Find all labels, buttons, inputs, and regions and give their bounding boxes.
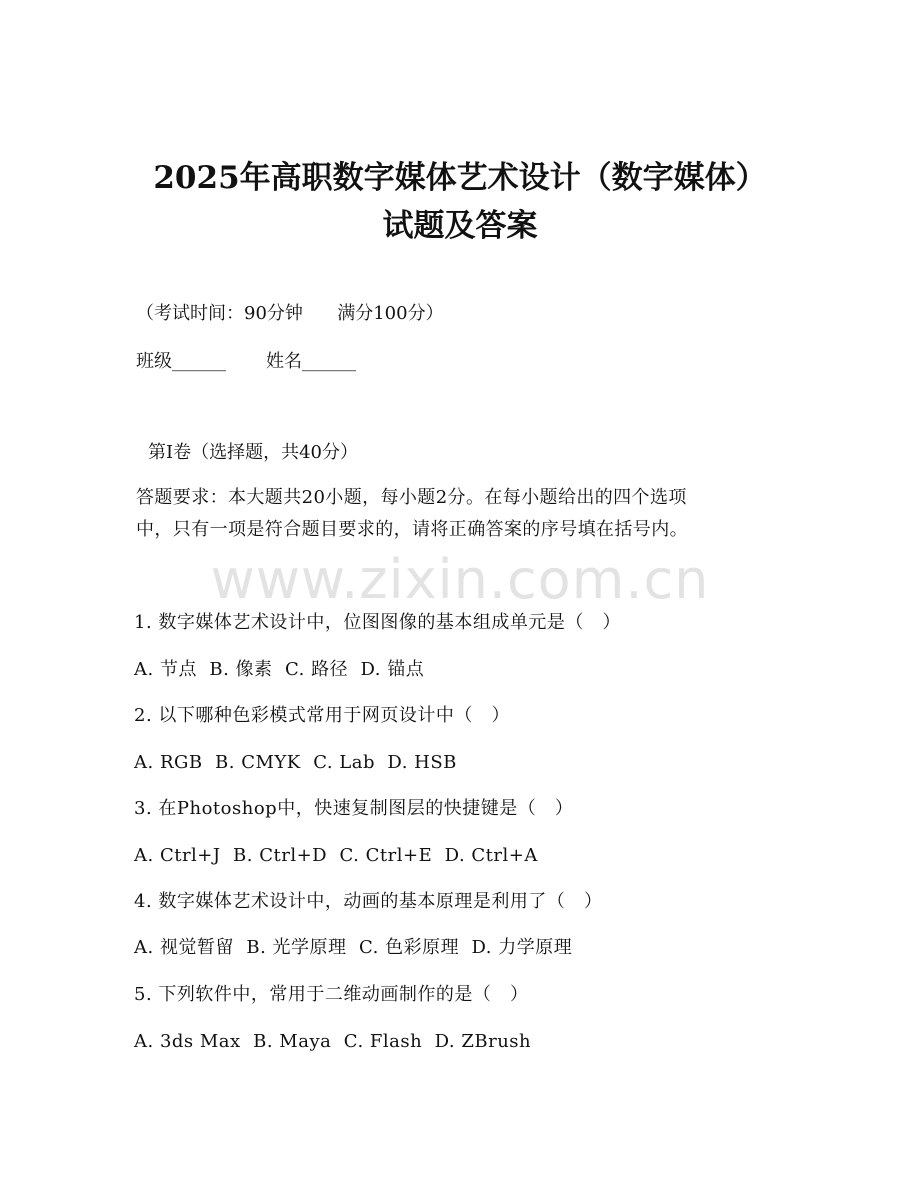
requirements-line-2: 中，只有一项是符合题目要求的，请将正确答案的序号填在括号内。	[136, 519, 688, 540]
question-4-options: A. 视觉暂留 B. 光学原理 C. 色彩原理 D. 力学原理	[134, 937, 573, 958]
document-title-line-2: 试题及答案	[382, 208, 538, 244]
question-2-options: A. RGB B. CMYK C. Lab D. HSB	[134, 752, 457, 773]
question-2: 2. 以下哪种色彩模式常用于网页设计中（ ）	[134, 705, 511, 726]
requirements-line-1: 答题要求：本大题共20小题，每小题2分。在每小题给出的四个选项	[136, 487, 687, 508]
question-3-options: A. Ctrl+J B. Ctrl+D C. Ctrl+E D. Ctrl+A	[134, 845, 538, 866]
question-1-options: A. 节点 B. 像素 C. 路径 D. 锚点	[134, 659, 425, 680]
question-5: 5. 下列软件中，常用于二维动画制作的是（ ）	[134, 984, 529, 1005]
exam-info: （考试时间：90分钟 满分100分）	[136, 303, 444, 324]
question-1: 1. 数字媒体艺术设计中，位图图像的基本组成单元是（ ）	[134, 612, 622, 633]
class-name-fields: 班级______ 姓名______	[136, 351, 357, 372]
question-5-options: A. 3ds Max B. Maya C. Flash D. ZBrush	[134, 1031, 532, 1052]
question-4: 4. 数字媒体艺术设计中，动画的基本原理是利用了（ ）	[134, 891, 603, 912]
document-title-line-1: 2025年高职数字媒体艺术设计（数字媒体）	[153, 160, 767, 196]
section-header: 第I卷（选择题，共40分）	[148, 442, 359, 463]
watermark: www.zixin.com.cn	[210, 548, 710, 611]
question-3: 3. 在Photoshop中，快速复制图层的快捷键是（ ）	[134, 798, 574, 819]
